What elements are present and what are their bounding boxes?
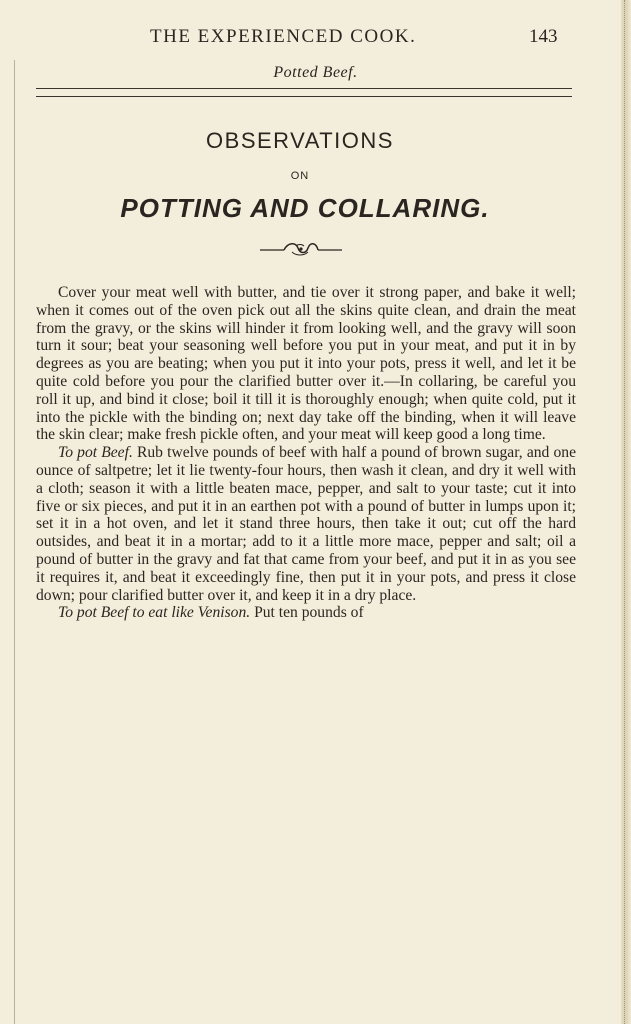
recipe-text: Rub twelve pounds of beef with half a pound of brown sugar, and one ounce of saltpetre; let it lie twenty-four hours, then wash it clean, and dry it well with a cloth; season it with a little beaten mace, pepper, and salt to your taste; cut it into five or six pieces, and put it in an earthen pot with a pound of butter in lumps upon it; set it in a hot oven, and let it stand three hours, then take it out; cut off the hard outsides, and beat it in a mortar; add to it a little more mace, pepper and salt; oil a pound of butter in the gravy and fat that came from your beef, and put it in as you see it requires it, and beat it exceedingly fine, then put it in your pots, and press it close down; pour clarified butter over it, and keep it in a dry place. [36,444,576,604]
page-fore-edge [621,0,631,1024]
paragraph-to-pot-beef [36,444,576,604]
page-number: 143 [529,26,558,47]
recipe-title: To pot Beef. [58,444,133,462]
running-title: THE EXPERIENCED COOK. [150,26,417,47]
paragraph-to-pot-beef-like-venison [36,604,576,622]
recipe-title: To pot Beef to eat like Venison. [58,604,251,622]
header-rule-thick [36,88,572,89]
recipe-text: Put ten pounds of [254,604,364,622]
running-head [0,26,631,54]
section-label-text: Potted Beef. [273,64,358,81]
chapter-title-line1: OBSERVATIONS [206,128,394,153]
chapter-title-line2: ON [290,170,310,182]
chapter-title-line3: POTTING AND COLLARING. [120,193,490,223]
section-label [0,64,631,82]
header-rule-thin [36,96,572,97]
body-text [36,284,576,622]
ornament-flourish-icon [258,240,344,258]
paragraph-observations: Cover your meat well with butter, and tie over it strong paper, and bake it well; when it comes out of the oven pick out all the skins quite clean, and drain the meat from the gravy, or the skins will hinder it from looking well, and the gravy will soon turn it sour; beat your seasoning well before you put in your meat, and put it in by degrees as you are beating; when you put it into your pots, press it well, and let it be quite cold before you pour the clarified butter over it.—In collaring, be careful you roll it up, and bind it close; boil it till it is thoroughly enough; when quite cold, put it into the pickle with the binding on; next day take off the binding, when it will leave the skin clear; make fresh pickle often, and your meat will keep good a long time. [36,284,576,444]
